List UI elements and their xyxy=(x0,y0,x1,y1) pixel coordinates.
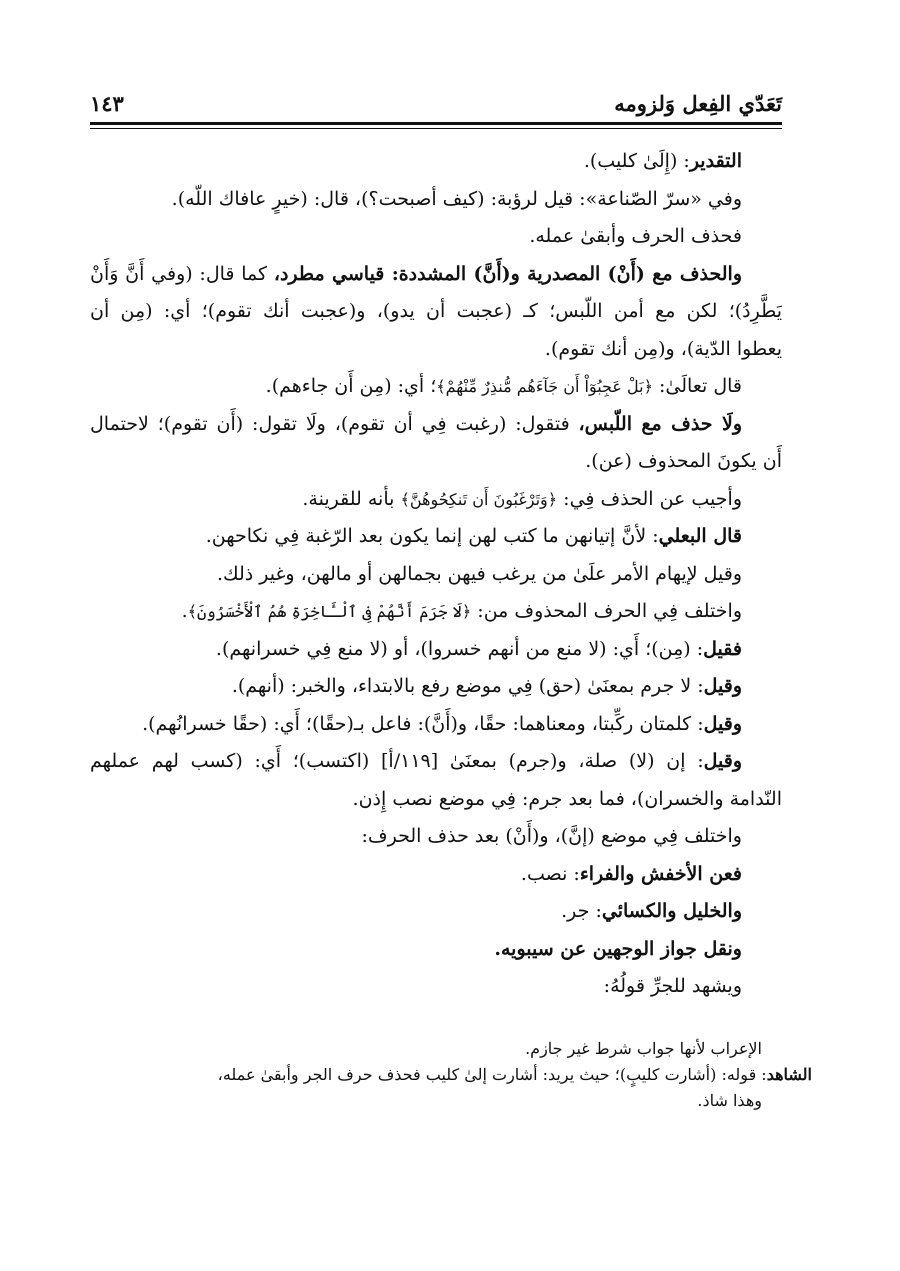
text-line: ولَا حذف مع اللّبس، فتقول: (رغبت فِي أن تقوم)، ولَا تقول: (أَن تقوم)؛ لاحتمال xyxy=(90,412,742,435)
text-line: واختلف فِي الحرف المحذوف من: ﴿لَا جَرَمَ أَنَّهُمْ فِى ٱلْـَٔاخِرَةِ هُمُ ٱلْأَخْسَرُونَ﴾. xyxy=(181,600,742,622)
text-line: وقيل لإيهام الأمر علَىٰ من يرغب فيهن بجمالهن أو مالهن، وغير ذلك. xyxy=(216,562,742,585)
page-header xyxy=(90,82,782,116)
text-line: أَن يكونَ المحذوف (عن). xyxy=(585,450,782,472)
header-rule-thin xyxy=(90,128,782,129)
text-line: وفي «سرّ الصّناعة»: قيل لرؤبة: (كيف أصبحت؟)، قال: (خيرٍ عافاك اللّه). xyxy=(171,187,742,210)
text-line: التقدير: (إِلَىٰ كليب). xyxy=(583,150,742,172)
text-line: قال تعالَىٰ: ﴿بَلْ عَجِبُوٓاْ أَن جَآءَهُم مُّنذِرٌ مِّنْهُمْ﴾؛ أي: (مِن أَن جاءهم). xyxy=(265,375,742,397)
text-line: وقيل: إن (لا) صلة، و(جرم) بمعنَىٰ [١١٩/أ] (اكتسب)؛ أَي: (كسب لهم عملهم xyxy=(90,750,742,772)
text-line: قال البعلي: لأنَّ إتيانهن ما كتب لهن إنما يكون بعد الرّغبة فِي نكاحهن. xyxy=(205,525,742,547)
text-line: فعن الأخفش والفراء: نصب. xyxy=(520,862,742,885)
text-line: يَطَّرِدُ)؛ لكن مع أمن اللّبس؛ كـ (عجبت أن يدو)، و(عجبت أنك تقوم)؛ أي: (مِن أن xyxy=(90,300,782,322)
footnote-line: الإعراب لأنها جواب شرط غير جازم. xyxy=(525,1038,762,1058)
text-line: والحذف مع (أَنْ) المصدرية و(أَنَّ) المشددة: قياسي مطرد، كما قال: (وفي أَنَّ وَأَنْ xyxy=(90,262,742,285)
footnote-line: الشاهد: قوله: (أشارت كليبٍ)؛ حيث يريد: أشارت إلىٰ كليب فحذف حرف الجر وأبقىٰ عمله، xyxy=(217,1064,812,1084)
quran-verse: ﴿بَلْ عَجِبُوٓاْ أَن جَآءَهُم مُّنذِرٌ مِّنْهُمْ﴾ xyxy=(436,377,653,396)
footnotes xyxy=(90,1036,812,1114)
text-line: فحذف الحرف وأبقىٰ عمله. xyxy=(529,225,742,247)
text-line: وقيل: كلمتان ركِّبتا، ومعناهما: حقًا، و(أَنَّ): فاعل بـ(حقًا)؛ أَي: (حقًا خسرانُهم). xyxy=(142,712,742,735)
text-line: والخليل والكسائي: جر. xyxy=(561,900,742,922)
page-number: ١٤٣ xyxy=(90,91,124,116)
text-line: فقيل: (مِن)؛ أَي: (لا منع من أنهم خسروا)، أو (لا منع فِي خسرانهم). xyxy=(215,637,742,660)
text-line: وقيل: لا جرم بمعنَىٰ (حق) فِي موضع رفع بالابتداء، والخبر: (أنهم). xyxy=(231,675,742,697)
text-line: وأجيب عن الحذف فِي: ﴿وَتَرْغَبُونَ أَن تَنكِحُوهُنَّ﴾ بأنه للقرينة. xyxy=(302,487,742,510)
text-line: ونقل جواز الوجهين عن سيبويه. xyxy=(494,937,742,960)
text-line: ويشهد للجرِّ قولُهُ: xyxy=(603,975,742,997)
text-line: واختلف فِي موضع (إنَّ)، و(أَنْ) بعد حذف الحرف: xyxy=(361,825,742,847)
quran-verse: ﴿لَا جَرَمَ أَنَّهُمْ فِى ٱلْـَٔاخِرَةِ هُمُ ٱلْأَخْسَرُونَ﴾ xyxy=(187,602,472,621)
footnote-line: وهذا شاذ. xyxy=(697,1090,762,1110)
text-line: النّدامة والخسران)، فما بعد جرم: فِي موضع نصب إِذن. xyxy=(352,787,782,810)
header-rule-thick xyxy=(90,122,782,125)
text-line: يعطوا الدّية)، و(مِن أنك تقوم). xyxy=(544,337,782,360)
running-title: تَعَدّي الفِعل وَلزومه xyxy=(614,91,782,116)
quran-verse: ﴿وَتَرْغَبُونَ أَن تَنكِحُوهُنَّ﴾ xyxy=(400,489,558,509)
main-text xyxy=(90,143,782,1006)
